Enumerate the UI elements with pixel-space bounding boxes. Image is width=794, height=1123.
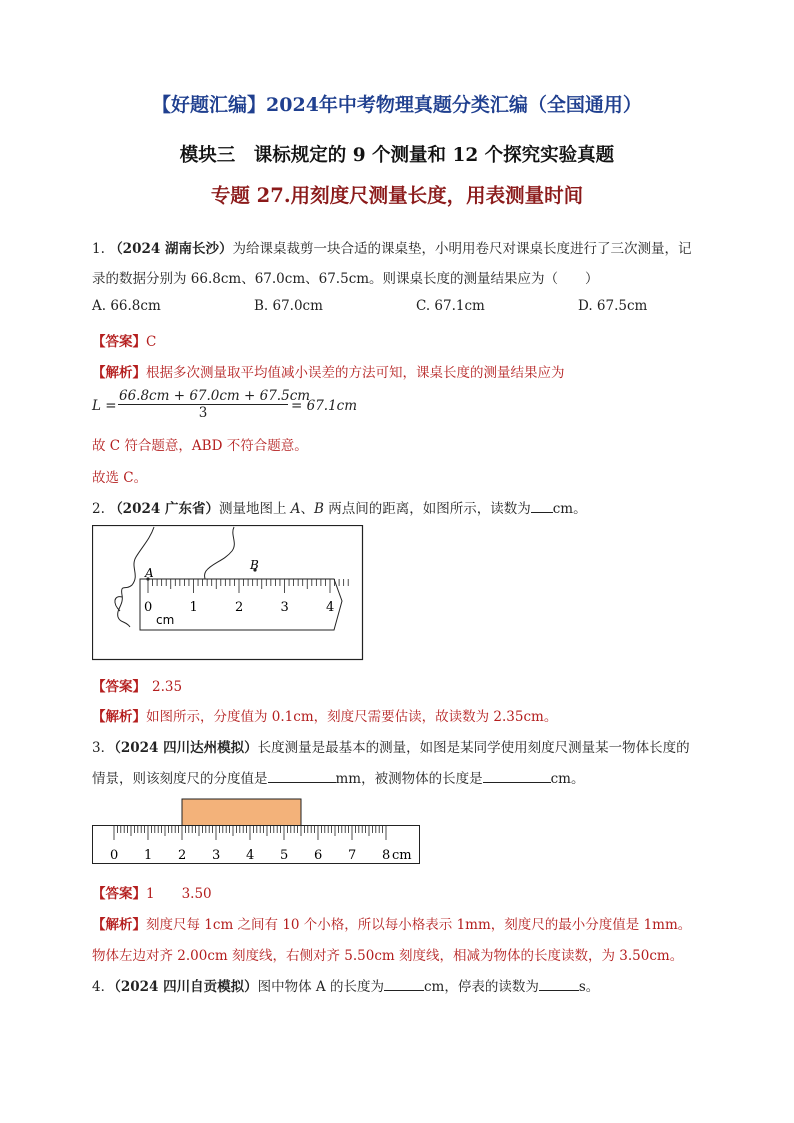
ruler-tick-label: 1 — [144, 848, 153, 863]
document-title: 【好题汇编】2024年中考物理真题分类汇编（全国通用） — [152, 94, 642, 116]
q2-analysis — [92, 705, 557, 725]
q2-label-a: A — [145, 566, 154, 580]
formula-denominator: 3 — [198, 405, 208, 421]
q1-number: 1. — [92, 241, 105, 257]
answer-label: 【答案】 — [92, 886, 146, 902]
q1-option-a: A. 66.8cm — [92, 298, 161, 314]
topic-heading: 专题 27.用刻度尺测量长度，用表测量时间 — [210, 184, 584, 207]
q2-source: （2024 广东省） — [109, 501, 219, 517]
ruler-tick-label: 2 — [235, 600, 244, 615]
analysis-label: 【解析】 — [92, 709, 146, 725]
q3-analysis — [92, 913, 691, 933]
q1-source: （2024 湖南长沙） — [109, 241, 233, 257]
analysis-text: 如图所示，分度值为 0.1cm，刻度尺需要估读，故读数为 2.35cm。 — [146, 709, 558, 725]
answer-value: 1 3.50 — [146, 886, 212, 902]
q3-analysis-line2: 物体左边对齐 2.00cm 刻度线，右侧对齐 5.50cm 刻度线，相减为物体的长度读数，为 3.50cm。 — [92, 948, 684, 964]
ruler-tick-label: 5 — [280, 848, 289, 863]
q2-point-b: B — [314, 501, 324, 517]
analysis-label: 【解析】 — [92, 365, 146, 381]
formula-lhs: L = — [92, 398, 117, 414]
q2-point-a: A — [290, 501, 301, 517]
module-heading: 模块三 课标规定的 9 个测量和 12 个探究实验真题 — [179, 145, 615, 166]
q2-sep: 、 — [300, 501, 315, 517]
q3-text-b: mm，被测物体的长度是 — [335, 771, 483, 787]
ruler-tick-label: 0 — [110, 848, 119, 863]
q1-analysis — [92, 361, 565, 381]
answer-value: C — [146, 334, 157, 350]
ruler-tick-label: 2 — [178, 848, 187, 863]
q2-text-unit: cm。 — [552, 501, 587, 517]
q3-measured-object — [182, 799, 301, 826]
q2-number: 2. — [92, 501, 105, 517]
ruler-tick-label: 6 — [314, 848, 323, 863]
q3-text-line1: 长度测量是最基本的测量，如图是某同学使用刻度尺测量某一物体长度的 — [257, 740, 690, 756]
q3-text-a: 情景，则该刻度尺的分度值是 — [92, 771, 268, 787]
q1-text-line1: 为给课桌裁剪一块合适的课桌垫，小明用卷尺对课桌长度进行了三次测量，记 — [232, 241, 692, 257]
q2-line — [92, 497, 587, 517]
q3-answer — [92, 882, 212, 902]
q1-option-b: B. 67.0cm — [254, 298, 323, 314]
analysis-text: 根据多次测量取平均值减小误差的方法可知，课桌长度的测量结果应为 — [146, 365, 565, 381]
q4-text-c: s。 — [578, 979, 600, 995]
answer-value: 2.35 — [152, 679, 183, 695]
answer-label: 【答案】 — [92, 679, 146, 695]
q2-unit-label: cm — [156, 613, 175, 627]
q3-line1 — [92, 736, 690, 756]
q4-text-a: 图中物体 A 的长度为 — [257, 979, 384, 995]
formula-rhs: = 67.1cm — [291, 398, 358, 414]
q4-source: （2024 四川自贡模拟） — [114, 979, 258, 995]
ruler-tick-label: 7 — [348, 848, 357, 863]
q2-text-post: 两点间的距离，如图所示，读数为 — [323, 501, 531, 517]
q3-text-c: cm。 — [550, 771, 585, 787]
q3-source: （2024 四川达州模拟） — [114, 740, 258, 756]
q1-analysis-line2: 故 C 符合题意，ABD 不符合题意。 — [92, 438, 308, 454]
answer-label: 【答案】 — [92, 334, 146, 350]
q1-text-line2: 录的数据分别为 66.8cm、67.0cm、67.5cm。则课桌长度的测量结果应为（ ） — [92, 271, 599, 287]
ruler-tick-label: 4 — [326, 600, 335, 615]
analysis-label: 【解析】 — [92, 917, 146, 933]
formula-fraction — [118, 388, 311, 421]
ruler-unit-label: cm — [392, 848, 412, 863]
analysis-text: 刻度尺每 1cm 之间有 10 个小格，所以每小格表示 1mm，刻度尺的最小分度值是 1mm。 — [146, 917, 692, 933]
ruler-tick-label: 8 — [382, 848, 391, 863]
q4-blank-2[interactable] — [539, 978, 579, 991]
formula-numerator: 66.8cm + 67.0cm + 67.5cm — [119, 388, 311, 404]
q2-ruler-figure — [92, 525, 364, 661]
q4-text-b: cm，停表的读数为 — [423, 979, 539, 995]
q3-blank-1[interactable] — [268, 770, 336, 783]
q2-label-b: B — [250, 558, 259, 572]
ruler-tick-label: 3 — [280, 600, 289, 615]
q1-analysis-line3: 故选 C。 — [92, 470, 148, 486]
q2-text-pre: 测量地图上 — [218, 501, 291, 517]
q3-line2 — [92, 767, 584, 787]
q1-answer — [92, 330, 156, 350]
q3-ruler-figure — [92, 798, 422, 866]
q1-option-d: D. 67.5cm — [578, 298, 648, 314]
ruler-tick-label: 0 — [144, 600, 153, 615]
ruler-tick-label: 4 — [246, 848, 255, 863]
q1-line1 — [92, 237, 691, 257]
q4-line — [92, 975, 599, 995]
q2-answer-blank[interactable] — [531, 500, 553, 513]
q4-blank-1[interactable] — [384, 978, 424, 991]
ruler-tick-label: 3 — [212, 848, 221, 863]
q3-blank-2[interactable] — [483, 770, 551, 783]
q4-number: 4． — [92, 979, 115, 995]
q3-number: 3． — [92, 740, 115, 756]
ruler-tick-label: 1 — [189, 600, 198, 615]
q1-option-c: C. 67.1cm — [416, 298, 485, 314]
q2-answer — [92, 675, 182, 695]
